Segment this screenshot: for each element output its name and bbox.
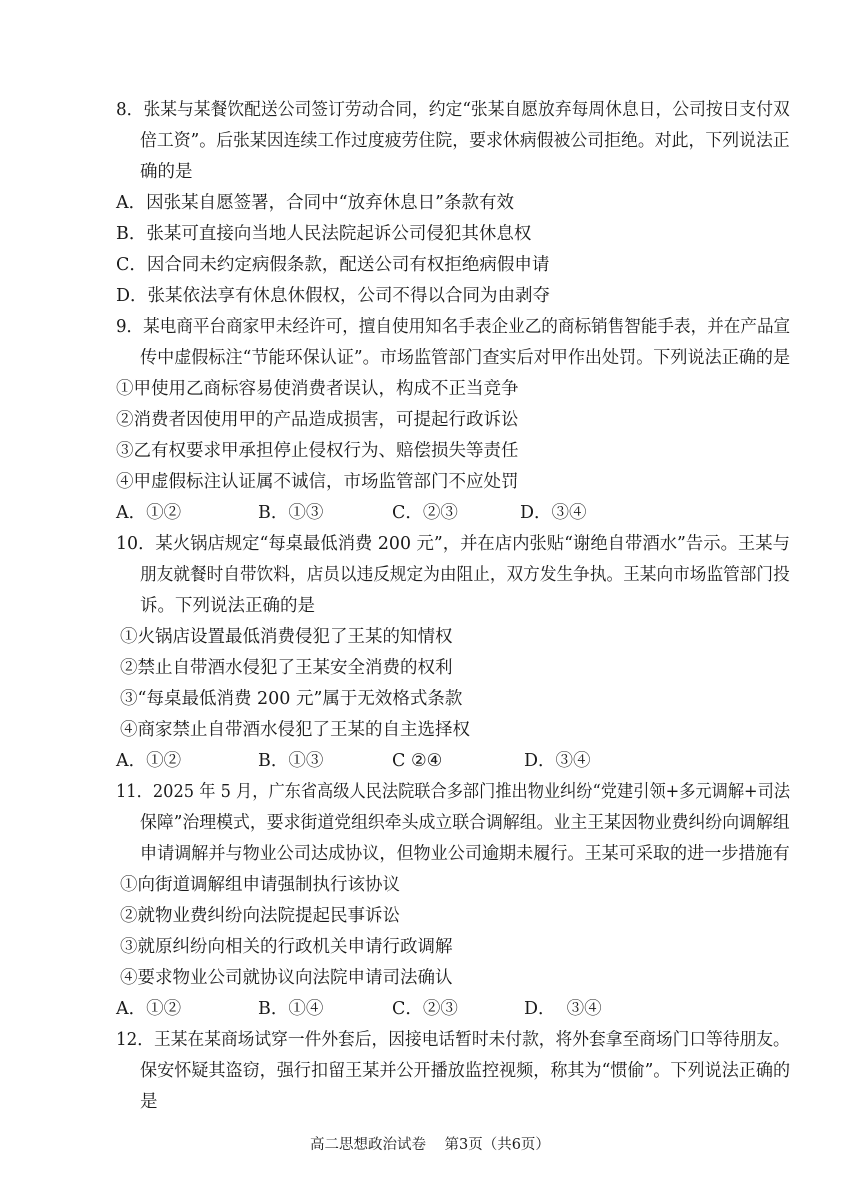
- q12-stem-line-1: 12．王某在某商场试穿一件外套后，因接电话暂时未付款，将外套拿至商场门口等待朋友。: [116, 1030, 790, 1050]
- q9-answer-d: D．③④: [520, 503, 587, 523]
- q8-option-a: A．因张某自愿签署，合同中“放弃休息日”条款有效: [116, 193, 515, 213]
- q10-answer-a: A．①②: [116, 751, 182, 771]
- page-footer: 高二思想政治试卷 第3页（共6页）: [310, 1137, 550, 1153]
- q9-answer-c: C．②③: [392, 503, 458, 523]
- q11-stem-line-3: 申请调解并与物业公司达成协议，但物业公司逾期未履行。王某可采取的进一步措施有: [140, 844, 790, 864]
- q8-stem-line-2: 倍工资”。后张某因连续工作过度疲劳住院，要求休病假被公司拒绝。对此，下列说法正: [140, 131, 790, 151]
- q11-stem-line-1: 11．2025 年 5 月，广东省高级人民法院联合多部门推出物业纠纷“党建引领+多元调解+司法: [116, 782, 791, 802]
- q11-answer-a: A．①②: [116, 999, 182, 1019]
- q10-stem-line-1: 10．某火锅店规定“每桌最低消费 200 元”，并在店内张贴“谢绝自带酒水”告示。王某与: [116, 534, 790, 554]
- q10-item-3: ③“每桌最低消费 200 元”属于无效格式条款: [120, 689, 463, 709]
- q10-answer-d: D．③④: [524, 751, 591, 771]
- q9-item-1: ①甲使用乙商标容易使消费者误认，构成不正当竞争: [116, 379, 519, 399]
- q10-stem-line-2: 朋友就餐时自带饮料，店员以违反规定为由阻止，双方发生争执。王某向市场监管部门投: [140, 565, 790, 585]
- q9-item-2: ②消费者因使用甲的产品造成损害，可提起行政诉讼: [116, 410, 519, 430]
- q10-answer-c: C ②④: [392, 751, 443, 771]
- q8-option-d: D．张某依法享有休息休假权，公司不得以合同为由剥夺: [116, 286, 551, 306]
- q11-item-2: ②就物业费纠纷向法院提起民事诉讼: [120, 906, 400, 926]
- q9-item-4: ④甲虚假标注认证属不诚信，市场监管部门不应处罚: [116, 472, 519, 492]
- q10-item-1: ①火锅店设置最低消费侵犯了王某的知情权: [120, 627, 453, 647]
- q10-answer-row: [116, 749, 716, 773]
- q12-stem-line-2: 保安怀疑其盗窃，强行扣留王某并公开播放监控视频，称其为“惯偷”。下列说法正确的: [140, 1061, 791, 1081]
- q11-item-4: ④要求物业公司就协议向法院申请司法确认: [120, 968, 453, 988]
- q10-item-4: ④商家禁止自带酒水侵犯了王某的自主选择权: [120, 720, 470, 740]
- q9-stem-line-1: 9．某电商平台商家甲未经许可，擅自使用知名手表企业乙的商标销售智能手表，并在产品宣: [116, 317, 791, 337]
- q8-option-b: B．张某可直接向当地人民法院起诉公司侵犯其休息权: [116, 224, 532, 244]
- q10-item-2: ②禁止自带酒水侵犯了王某安全消费的权利: [120, 658, 453, 678]
- q9-item-3: ③乙有权要求甲承担停止侵权行为、赔偿损失等责任: [116, 441, 519, 461]
- q8-stem-line-3: 确的是: [140, 162, 193, 182]
- q11-item-3: ③就原纠纷向相关的行政机关申请行政调解: [120, 937, 453, 957]
- q11-item-1: ①向街道调解组申请强制执行该协议: [120, 875, 400, 895]
- q10-answer-b: B．①③: [258, 751, 324, 771]
- q8-stem-line-1: 8．张某与某餐饮配送公司签订劳动合同，约定“张某自愿放弃每周休息日，公司按日支付双: [116, 100, 790, 120]
- q12-stem-line-3: 是: [140, 1092, 158, 1112]
- q11-answer-row: [116, 997, 716, 1021]
- q11-answer-d: D． ③④: [524, 999, 602, 1019]
- q9-stem-line-2: 传中虚假标注“节能环保认证”。市场监管部门查实后对甲作出处罚。下列说法正确的是: [140, 348, 791, 368]
- q11-answer-c: C．②③: [392, 999, 458, 1019]
- q8-option-c: C．因合同未约定病假条款，配送公司有权拒绝病假申请: [116, 255, 550, 275]
- q11-answer-b: B．①④: [258, 999, 324, 1019]
- q9-answer-row: [116, 501, 716, 525]
- q9-answer-a: A．①②: [116, 503, 182, 523]
- q10-stem-line-3: 诉。下列说法正确的是: [140, 596, 315, 616]
- q9-answer-b: B．①③: [258, 503, 324, 523]
- q11-stem-line-2: 保障”治理模式，要求街道党组织牵头成立联合调解组。业主王某因物业费纠纷向调解组: [140, 813, 790, 833]
